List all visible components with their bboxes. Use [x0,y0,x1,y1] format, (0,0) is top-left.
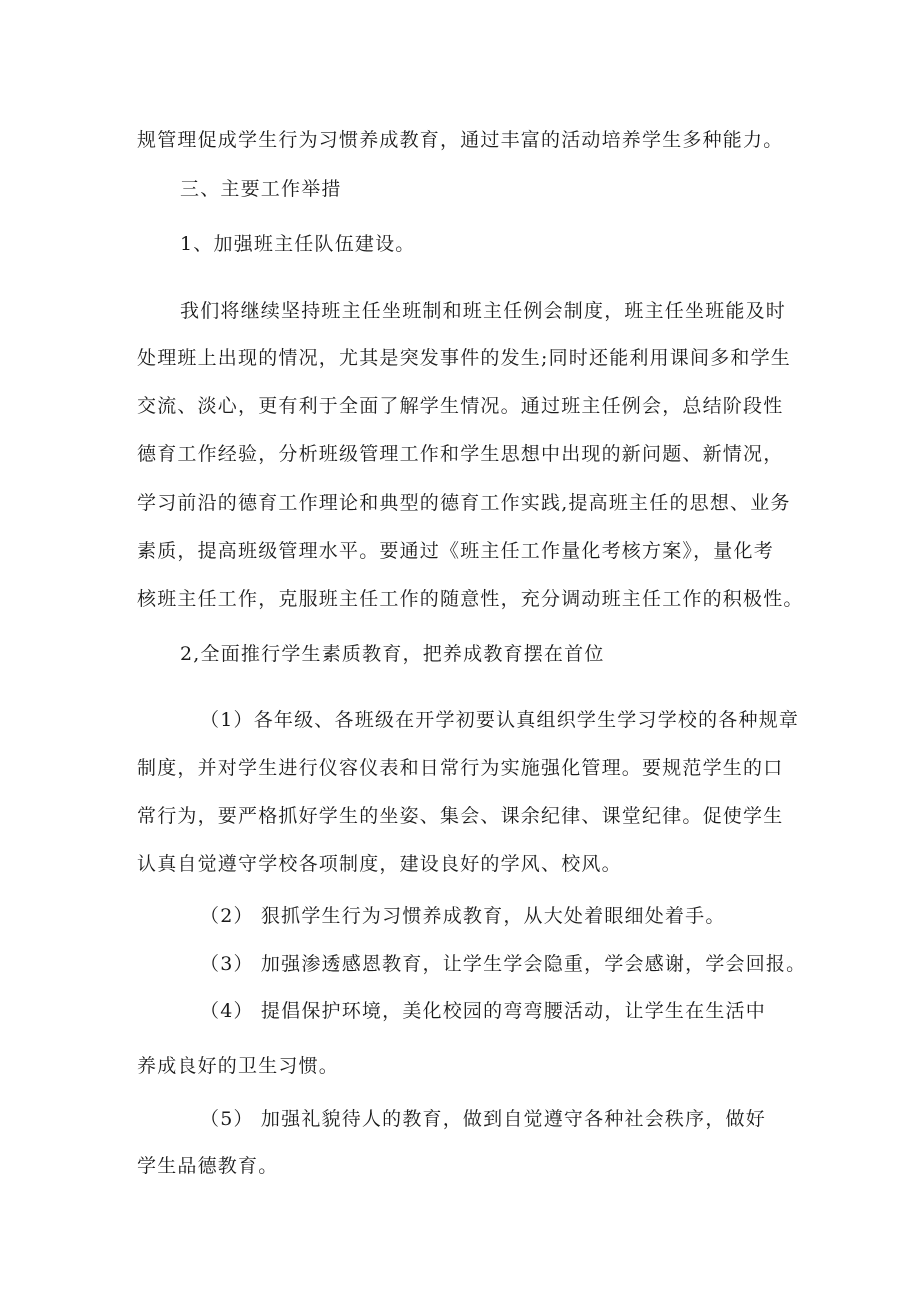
text-line: 交流、淡心，更有利于全面了解学生情况。通过班主任例会，总结阶段性 [137,395,784,417]
text-line: （1）各年级、各班级在开学初要认真组织学生学习学校的各种规章 [200,709,800,731]
list-item: （3） 加强渗透感恩教育，让学生学会隐重，学会感谢，学会回报。 [200,953,807,975]
text-line: 核班主任工作，克服班主任工作的随意性，充分调动班主任工作的积极性。 [137,588,804,610]
list-item: （4） 提倡保护环境，美化校园的弯弯腰活动，让学生在生活中 [200,1000,766,1022]
subsection-heading: 2,全面推行学生素质教育，把养成教育摆在首位 [180,643,605,665]
text-line: 认真自觉遵守学校各项制度，建设良好的学风、校风。 [137,853,622,875]
text-line: 我们将继续坚持班主任坐班制和班主任例会制度，班主任坐班能及时 [180,300,787,322]
text-line: 养成良好的卫生习惯。 [137,1055,340,1077]
list-item: （5） 加强礼貌待人的教育，做到自觉遵守各种社会秩序，做好 [200,1108,766,1130]
text-line: 规管理促成学生行为习惯养成教育，通过丰富的活动培养学生多种能力。 [137,129,784,151]
list-item: （2） 狠抓学生行为习惯养成教育，从大处着眼细处着手。 [200,905,726,927]
text-line: 常行为，要严格抓好学生的坐姿、集会、课余纪律、课堂纪律。促使学生 [137,805,784,827]
text-line: 制度，并对学生进行仪容仪表和日常行为实施强化管理。要规范学生的口 [137,757,784,779]
text-line: 德育工作经验，分析班级管理工作和学生思想中出现的新问题、新情况， [137,443,784,465]
text-line: 素质，提高班级管理水平。要通过《班主任工作量化考核方案》，量化考 [137,540,774,562]
section-heading: 三、主要工作举措 [180,178,342,200]
text-line: 学习前沿的德育工作理论和典型的德育工作实践,提高班主任的思想、业务 [137,492,791,514]
text-line: 处理班上出现的情况，尤其是突发事件的发生;同时还能利用课间多和学生 [137,347,792,369]
text-line: 学生品德教育。 [137,1155,279,1177]
subsection-heading: 1、加强班主任队伍建设。 [180,233,416,255]
